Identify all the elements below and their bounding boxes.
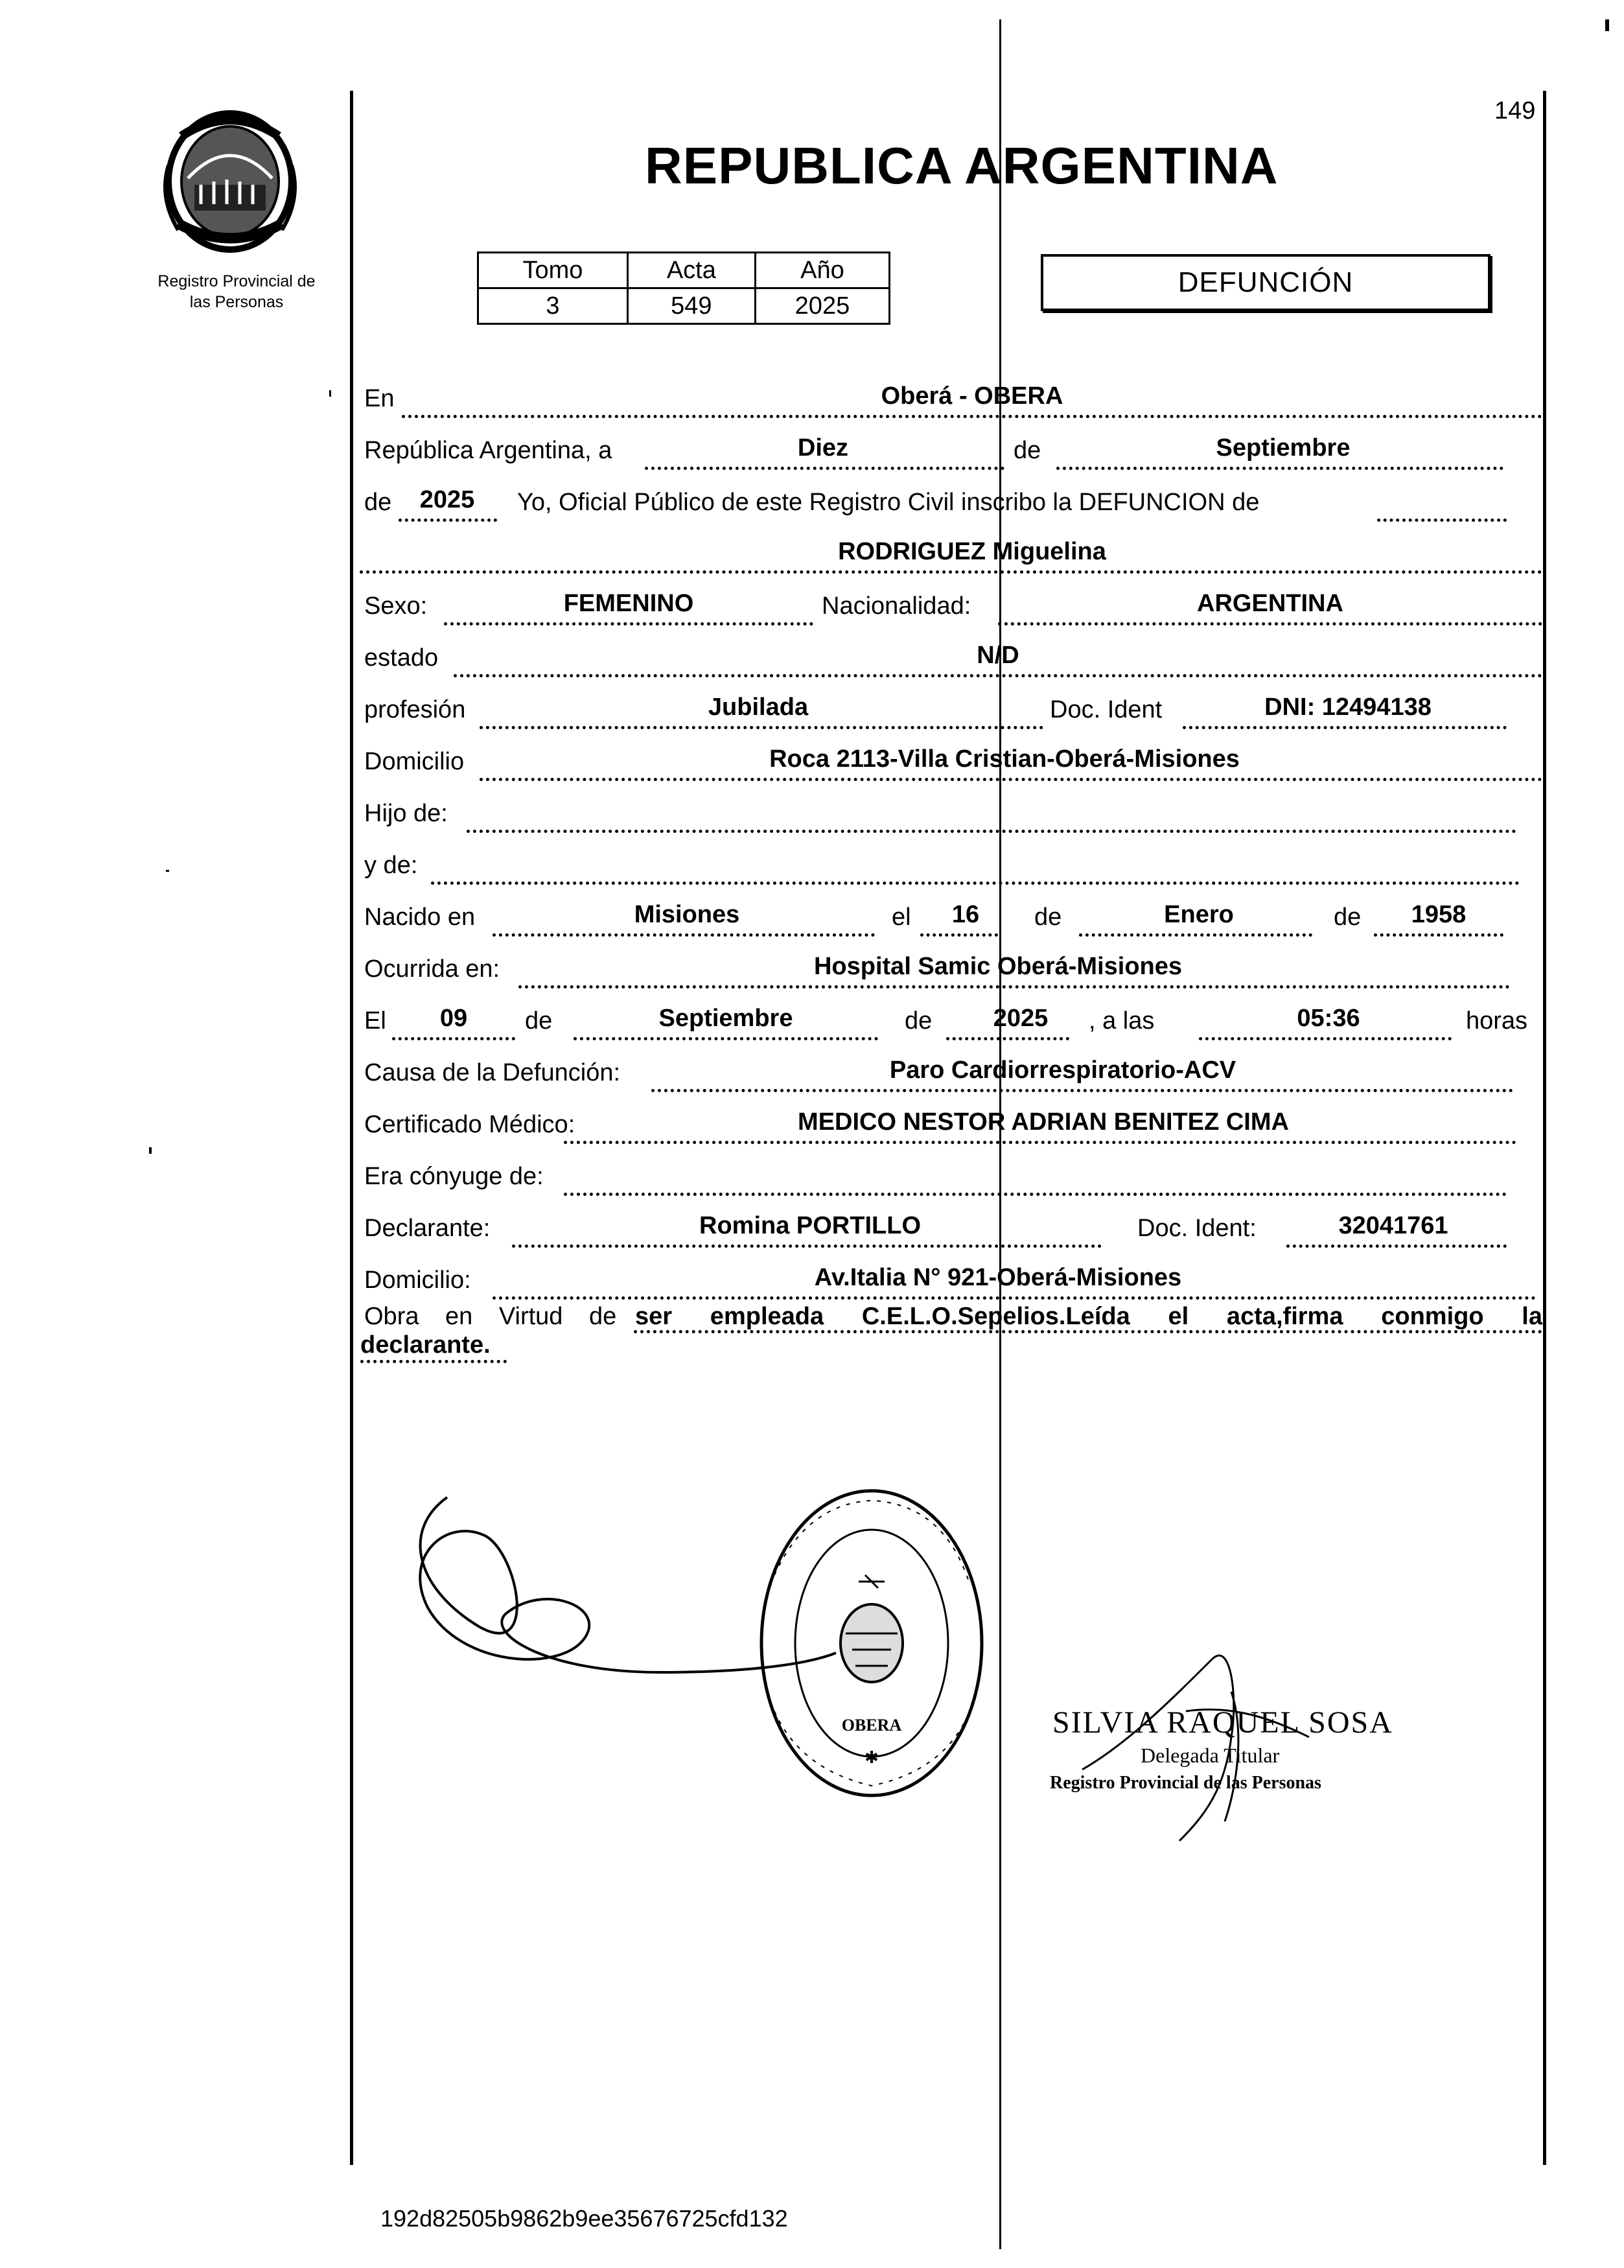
svg-text:✱: ✱ (864, 1748, 879, 1767)
dots-declarante (512, 1245, 1102, 1248)
seal-city-text: OBERA (841, 1716, 902, 1735)
value-fallec-anio: 2025 (993, 1005, 1049, 1032)
page-number: 149 (1494, 97, 1536, 124)
label-certificado: Certificado Médico: (364, 1111, 575, 1138)
label-hijo: Hijo de: (364, 800, 448, 827)
signer-office: Registro Provincial de las Personas (1050, 1773, 1321, 1793)
table-value-acta: 549 (627, 288, 755, 324)
label-estado: estado (364, 644, 439, 672)
label-en: En (364, 385, 395, 412)
label-el-2: El (364, 1007, 386, 1035)
value-nacido-mes: Enero (1164, 901, 1234, 928)
dots-dia (645, 467, 1004, 470)
label-domicilio-2: Domicilio: (364, 1267, 471, 1294)
value-nacido-dia: 16 (951, 901, 980, 928)
dots-estado (454, 674, 1542, 677)
value-certificado: MEDICO NESTOR ADRIAN BENITEZ CIMA (798, 1108, 1289, 1136)
table-header-anio: Año (755, 253, 889, 288)
value-nacido-lugar: Misiones (634, 901, 740, 928)
label-ocurrida: Ocurrida en: (364, 955, 500, 983)
dots-causa (651, 1089, 1513, 1092)
registry-table (477, 251, 890, 325)
dots-fallec-hora (1199, 1037, 1452, 1040)
dots-anio (399, 519, 497, 522)
record-type-box: DEFUNCIÓN (1041, 254, 1491, 311)
label-el: el (892, 904, 911, 931)
dots-fallec-mes (574, 1037, 878, 1040)
label-nacionalidad: Nacionalidad: (822, 592, 971, 620)
signer-name: SILVIA RAQUEL SOSA (1052, 1705, 1393, 1740)
registry-name (133, 271, 340, 312)
table-value-tomo: 3 (478, 288, 628, 324)
label-nacido: Nacido en (364, 904, 476, 931)
value-doc-2: 32041761 (1338, 1212, 1448, 1239)
value-profesion: Jubilada (708, 694, 809, 721)
label-causa: Causa de la Defunción: (364, 1059, 621, 1086)
left-margin-line (350, 91, 353, 2165)
dots-en (402, 415, 1542, 418)
right-margin-line (1543, 91, 1546, 2165)
dots-nacido-lugar (493, 933, 875, 937)
label-obra: Obra en Virtud de (364, 1303, 617, 1330)
table-header-acta: Acta (627, 253, 755, 288)
table-header-tomo: Tomo (478, 253, 628, 288)
signer-role: Delegada Titular (1141, 1744, 1280, 1767)
table-value-anio: 2025 (755, 288, 889, 324)
registry-line-2: las Personas (189, 293, 284, 311)
dots-obra-2 (360, 1360, 507, 1363)
value-domicilio-2: Av.Italia N° 921-Oberá-Misiones (814, 1264, 1182, 1291)
value-sexo: FEMENINO (563, 590, 694, 617)
dots-fallec-anio (946, 1037, 1069, 1040)
label-doc-2: Doc. Ident: (1137, 1215, 1257, 1242)
value-fallec-hora: 05:36 (1297, 1005, 1360, 1032)
label-de-6: de (905, 1007, 933, 1035)
label-sexo: Sexo: (364, 592, 428, 620)
label-de-3: de (1034, 904, 1062, 931)
dots-doc-2 (1286, 1245, 1507, 1248)
label-y-de: y de: (364, 852, 418, 879)
dots-profesion (480, 726, 1043, 729)
value-fallec-dia: 09 (439, 1005, 468, 1032)
dots-doc (1183, 726, 1507, 729)
label-de-2: de (364, 489, 392, 516)
value-ocurrida: Hospital Samic Oberá-Misiones (813, 953, 1183, 980)
page-title: REPUBLICA ARGENTINA (645, 137, 1279, 194)
value-lugar: Oberá - OBERA (881, 382, 1063, 410)
label-conyuge: Era cónyuge de: (364, 1163, 544, 1190)
margin-mark (149, 1147, 152, 1154)
label-domicilio: Domicilio (364, 748, 465, 775)
value-mes: Septiembre (1216, 434, 1351, 462)
dots-hijo (467, 830, 1516, 833)
dots-nombre (360, 570, 1542, 574)
label-de-1: de (1014, 437, 1041, 464)
value-nacionalidad: ARGENTINA (1197, 590, 1343, 617)
label-a-las: , a las (1089, 1007, 1155, 1035)
label-de-4: de (1334, 904, 1362, 931)
label-horas: horas (1466, 1007, 1528, 1035)
value-nombre: RODRIGUEZ Miguelina (838, 538, 1106, 565)
dots-mes (1056, 467, 1503, 470)
dots-conyuge (564, 1193, 1507, 1196)
dots-domicilio-2 (493, 1296, 1536, 1300)
value-declarante: Romina PORTILLO (699, 1212, 921, 1239)
dots-nacido-anio (1374, 933, 1503, 937)
value-domicilio: Roca 2113-Villa Cristian-Oberá-Misiones (769, 745, 1240, 773)
dots-y-de (431, 882, 1520, 885)
value-nacido-anio: 1958 (1411, 901, 1467, 928)
margin-mark (329, 390, 331, 397)
label-profesion: profesión (364, 696, 466, 723)
dots-nacido-mes (1079, 933, 1312, 937)
official-seal (755, 1484, 988, 1802)
dots-nacionalidad (998, 622, 1542, 625)
value-anio: 2025 (419, 486, 475, 513)
label-doc: Doc. Ident (1050, 696, 1163, 723)
margin-mark (166, 870, 169, 872)
registry-line-1: Registro Provincial de (157, 272, 316, 290)
value-fallec-mes: Septiembre (658, 1005, 793, 1032)
dots-sexo (444, 622, 813, 625)
value-dia: Diez (797, 434, 849, 462)
value-estado: N/D (977, 642, 1019, 669)
document-hash: 192d82505b9862b9ee35676725cfd132 (380, 2205, 788, 2232)
value-doc: DNI: 12494138 (1264, 694, 1432, 721)
dots-fallec-dia (392, 1037, 515, 1040)
value-obra: ser empleada C.E.L.O.Sepelios.Leída el acta,firma conmigo la (635, 1303, 1542, 1330)
value-causa: Paro Cardiorrespiratorio-ACV (889, 1057, 1236, 1084)
dots-defuncion (1377, 519, 1507, 522)
dots-domicilio (480, 778, 1542, 781)
scan-mark (1605, 19, 1609, 31)
label-declarante: Declarante: (364, 1215, 491, 1242)
text-oficial: Yo, Oficial Público de este Registro Civil inscribo la DEFUNCION de (517, 489, 1260, 516)
province-emblem (156, 107, 305, 256)
dots-certificado (564, 1141, 1516, 1144)
dots-ocurrida (518, 985, 1510, 988)
label-republica: República Argentina, a (364, 437, 612, 464)
dots-nacido-dia (920, 933, 998, 937)
label-de-5: de (525, 1007, 553, 1035)
value-obra-2: declarante. (360, 1331, 491, 1359)
